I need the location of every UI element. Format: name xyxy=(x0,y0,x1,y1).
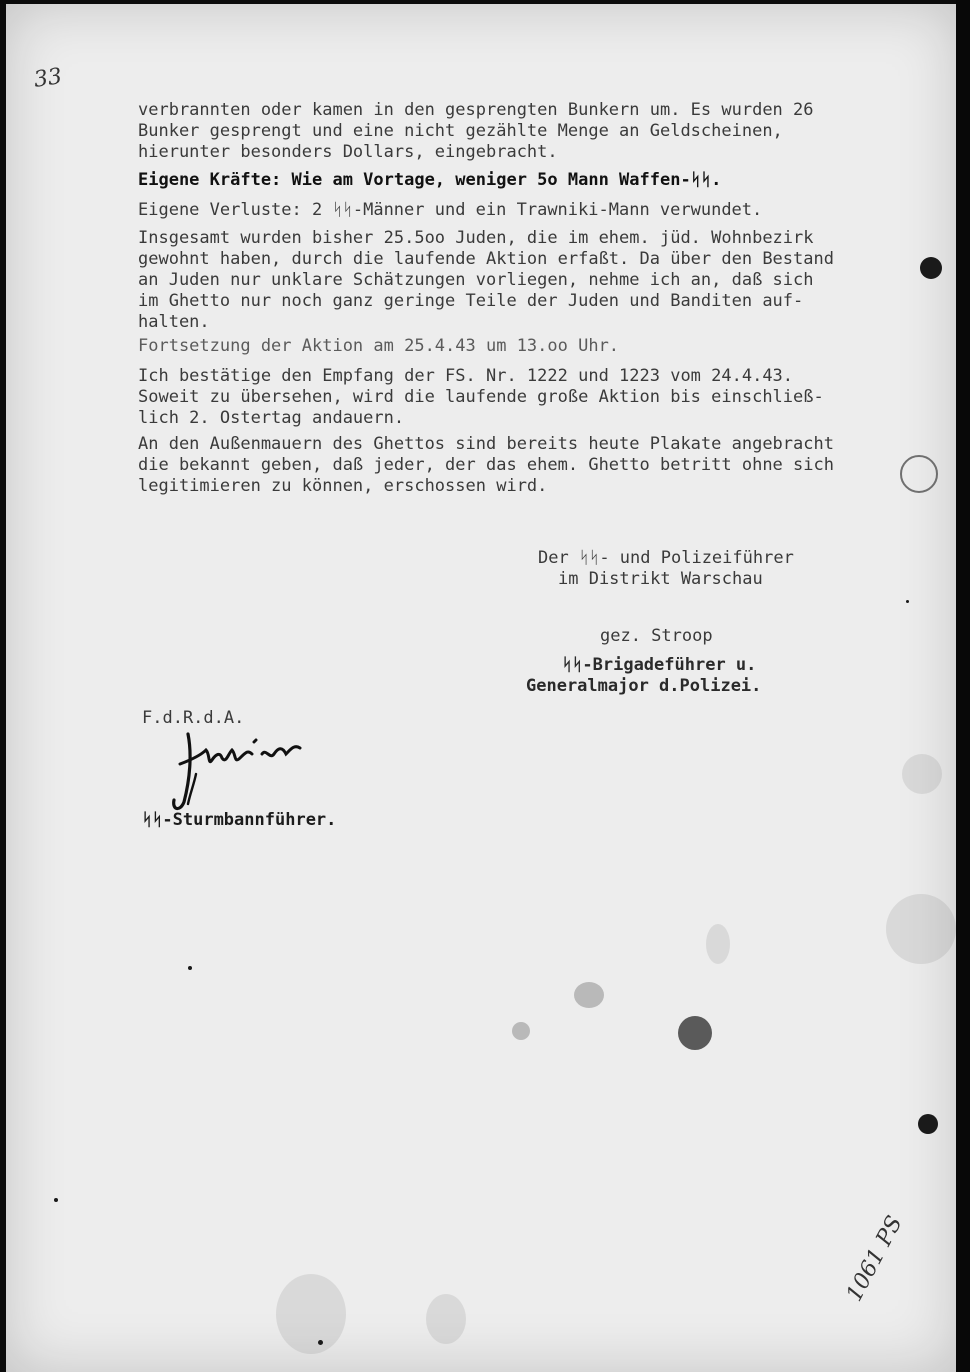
sender-line: im Distrikt Warschau xyxy=(558,569,763,589)
text-line: verbrannten oder kamen in den gesprengten Bunkern um. Es wurden 26 xyxy=(138,100,814,120)
speck xyxy=(906,600,909,603)
stain xyxy=(426,1294,466,1344)
text-line: gewohnt haben, durch die laufende Aktion erfaßt. Da über den Bestand xyxy=(138,249,834,269)
text-line: im Ghetto nur noch ganz geringe Teile der Juden und Banditen auf- xyxy=(138,291,804,311)
punch-hole xyxy=(918,1114,938,1134)
document-page xyxy=(6,4,958,1372)
speck xyxy=(318,1340,323,1345)
speck xyxy=(188,966,192,970)
text-line: an Juden nur unklare Schätzungen vorliegen, nehme ich an, daß sich xyxy=(138,270,814,290)
signed-gez xyxy=(600,626,713,647)
text-line: An den Außenmauern des Ghettos sind bereits heute Plakate angebracht xyxy=(138,434,834,454)
corner-mark: 33 xyxy=(32,64,64,93)
stain xyxy=(902,754,942,794)
stain xyxy=(574,982,604,1008)
stain xyxy=(276,1274,346,1354)
text-line: die bekannt geben, daß jeder, der das ehem. Ghetto betritt ohne sich xyxy=(138,455,834,475)
sender-block xyxy=(538,548,794,590)
paragraph-confirmation xyxy=(138,366,824,429)
punch-hole xyxy=(920,257,942,279)
text-line: Eigene Kräfte: Wie am Vortage, weniger 5o Mann Waffen-ᛋᛋ. xyxy=(138,170,722,190)
text-line: halten. xyxy=(138,312,210,332)
signed-name: gez. Stroop xyxy=(600,626,713,646)
archive-mark: 1061 PS xyxy=(842,1212,908,1306)
text-line: legitimieren zu können, erschossen wird. xyxy=(138,476,548,496)
signed-rank xyxy=(526,655,761,697)
text-line: Ich bestätige den Empfang der FS. Nr. 1222 und 1223 vom 24.4.43. xyxy=(138,366,794,386)
text-line: Insgesamt wurden bisher 25.5oo Juden, die im ehem. jüd. Wohnbezirk xyxy=(138,228,814,248)
stain xyxy=(886,894,956,964)
stain xyxy=(706,924,730,964)
punch-hole-ring xyxy=(900,455,938,493)
paragraph-own-forces xyxy=(138,170,721,191)
stain xyxy=(678,1016,712,1050)
certification-rank xyxy=(142,810,336,831)
paragraph-total xyxy=(138,228,834,333)
scan-edge-shadow xyxy=(956,0,970,1372)
text-line: hierunter besonders Dollars, eingebracht. xyxy=(138,142,558,162)
stain xyxy=(512,1022,530,1040)
certification-rank-text: ᛋᛋ-Sturmbannführer. xyxy=(142,810,337,830)
speck xyxy=(54,1198,58,1202)
text-line: Soweit zu übersehen, wird die laufende große Aktion bis einschließ- xyxy=(138,387,824,407)
paragraph-1 xyxy=(138,100,814,163)
paragraph-own-losses xyxy=(138,200,762,221)
paragraph-continuation xyxy=(138,336,619,357)
certification-text: F.d.R.d.A. xyxy=(142,708,245,728)
text-line: Eigene Verluste: 2 ᛋᛋ-Männer und ein Trawniki-Mann verwundet. xyxy=(138,200,763,220)
text-line: Bunker gesprengt und eine nicht gezählte Menge an Geldscheinen, xyxy=(138,121,783,141)
sender-line: Der ᛋᛋ- und Polizeiführer xyxy=(538,548,794,568)
text-line: Fortsetzung der Aktion am 25.4.43 um 13.oo Uhr. xyxy=(138,336,620,356)
rank-line: ᛋᛋ-Brigadeführer u. xyxy=(562,655,757,675)
handwritten-signature xyxy=(166,724,316,816)
rank-line: Generalmajor d.Polizei. xyxy=(526,676,762,696)
paragraph-posters xyxy=(138,434,834,497)
text-line: lich 2. Ostertag andauern. xyxy=(138,408,405,428)
